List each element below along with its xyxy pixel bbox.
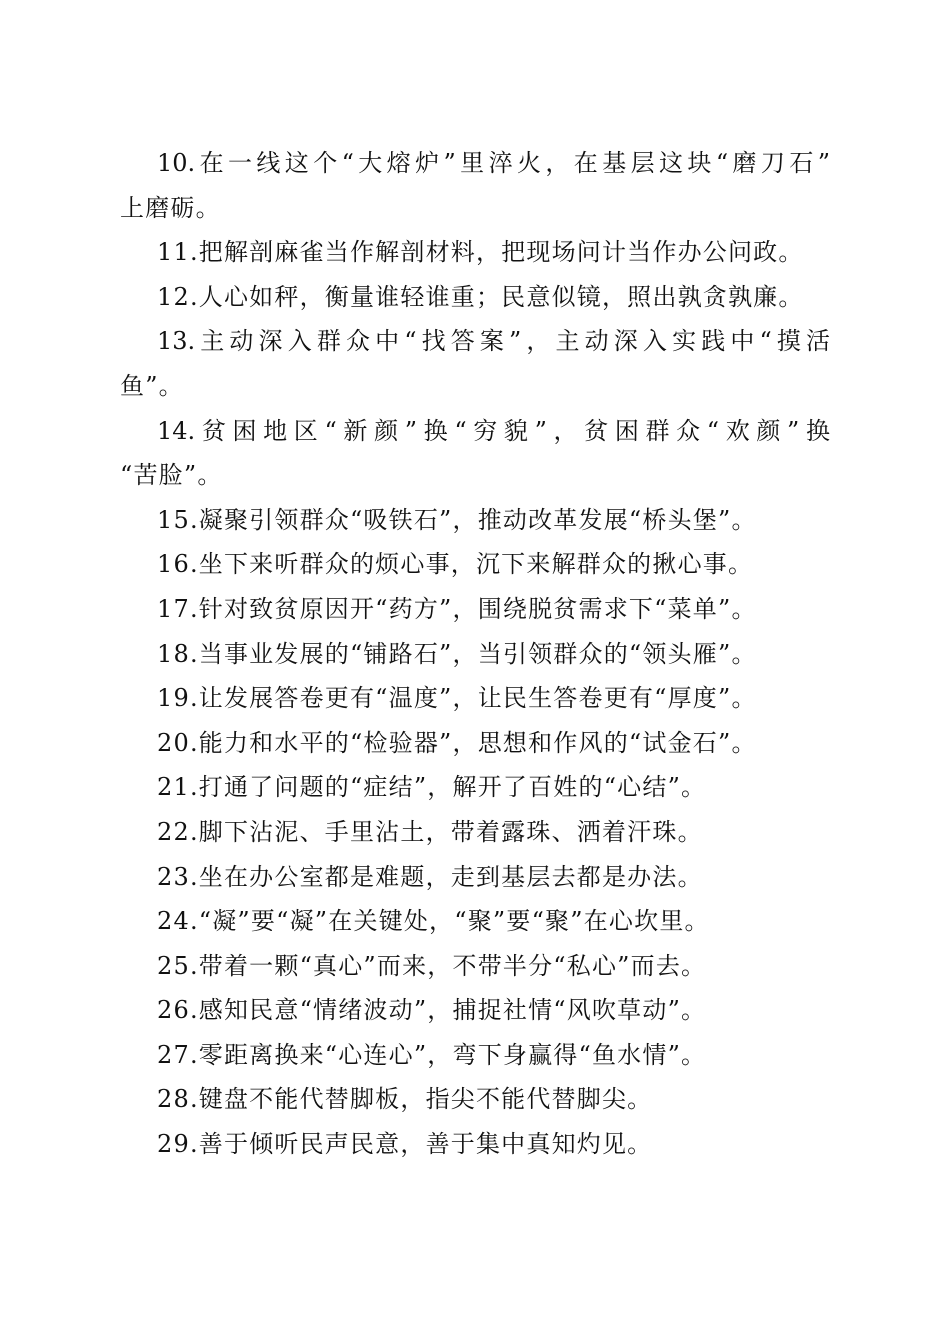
numbered-list (120, 141, 830, 1167)
list-item-19 (120, 676, 830, 721)
list-item-16 (120, 542, 830, 587)
list-item-text: 19.让发展答卷更有“温度”，让民生答卷更有“厚度”。 (157, 684, 757, 713)
list-item-25 (120, 944, 830, 989)
list-item-text: 17.针对致贫原因开“药方”，围绕脱贫需求下“菜单”。 (157, 594, 757, 623)
list-item-text-continuation: “苦脸”。 (120, 461, 223, 490)
list-item-23 (120, 855, 830, 900)
list-item-text-continuation: 鱼”。 (120, 371, 184, 400)
list-item-text: 12.人心如秤，衡量谁轻谁重；民意似镜，照出孰贪孰廉。 (157, 282, 804, 311)
list-item-28 (120, 1077, 830, 1122)
list-item-text: 16.坐下来听群众的烦心事，沉下来解群众的揪心事。 (157, 550, 754, 579)
list-item-text: 22.脚下沾泥、手里沾土，带着露珠、洒着汗珠。 (157, 817, 703, 846)
list-item-17 (120, 587, 830, 632)
list-item-29 (120, 1122, 830, 1167)
list-item-13 (120, 319, 830, 408)
list-item-text: 11.把解剖麻雀当作解剖材料，把现场问计当作办公问政。 (157, 238, 804, 267)
list-item-text: 15.凝聚引领群众“吸铁石”，推动改革发展“桥头堡”。 (157, 505, 757, 534)
list-item-20 (120, 721, 830, 766)
list-item-14 (120, 409, 830, 498)
list-item-12 (120, 275, 830, 320)
list-item-text: 26.感知民意“情绪波动”，捕捉社情“风吹草动”。 (157, 996, 707, 1025)
list-item-text: 14.贫困地区“新颜”换“穷貌”，贫困群众“欢颜”换 (157, 416, 830, 445)
list-item-15 (120, 498, 830, 543)
list-item-text: 23.坐在办公室都是难题，走到基层去都是办法。 (157, 862, 703, 891)
list-item-24 (120, 899, 830, 944)
list-item-27 (120, 1033, 830, 1078)
list-item-text: 24.“凝”要“凝”在关键处，“聚”要“聚”在心坎里。 (157, 907, 710, 936)
list-item-text: 10.在一线这个“大熔炉”里淬火，在基层这块“磨刀石” (157, 149, 830, 177)
list-item-text: 20.能力和水平的“检验器”，思想和作风的“试金石”。 (157, 728, 757, 757)
list-item-text: 18.当事业发展的“铺路石”，当引领群众的“领头雁”。 (157, 639, 757, 668)
list-item-22 (120, 810, 830, 855)
list-item-26 (120, 988, 830, 1033)
list-item-18 (120, 632, 830, 677)
list-item-text: 25.带着一颗“真心”而来，不带半分“私心”而去。 (157, 951, 707, 980)
list-item-11 (120, 230, 830, 275)
list-item-text: 21.打通了问题的“症结”，解开了百姓的“心结”。 (157, 773, 707, 802)
list-item-text-continuation: 上磨砺。 (120, 193, 221, 222)
list-item-21 (120, 765, 830, 810)
list-item-text: 28.键盘不能代替脚板，指尖不能代替脚尖。 (157, 1085, 653, 1114)
list-item-10 (120, 141, 830, 230)
list-item-text: 29.善于倾听民声民意，善于集中真知灼见。 (157, 1130, 653, 1159)
list-item-text: 27.零距离换来“心连心”，弯下身赢得“鱼水情”。 (157, 1040, 707, 1069)
list-item-text: 13.主动深入群众中“找答案”，主动深入实践中“摸活 (157, 327, 830, 356)
